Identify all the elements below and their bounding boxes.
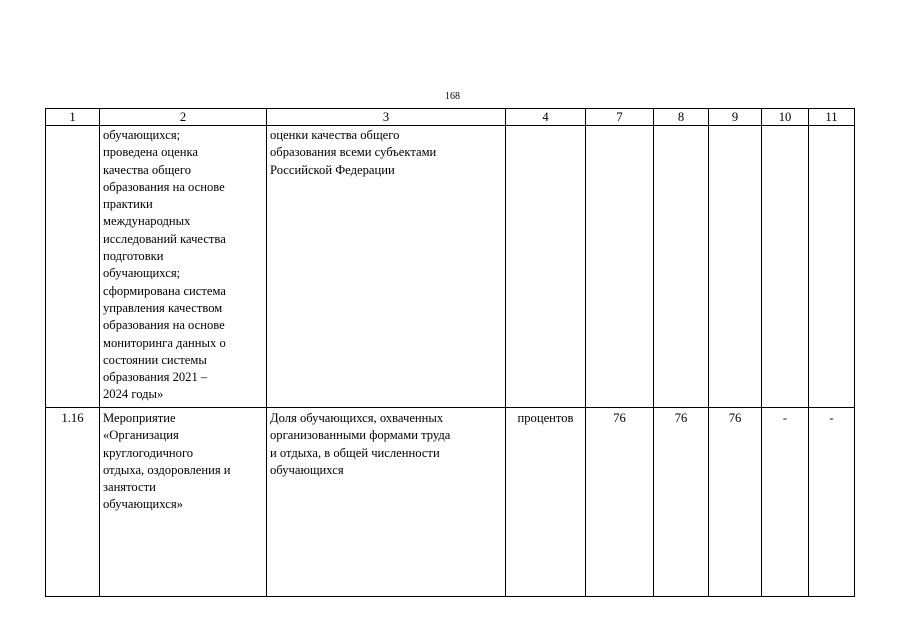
text-line: Доля обучающихся, охваченных (270, 411, 444, 425)
table-cell-value: 76 (586, 408, 654, 597)
text-line: и отдыха, в общей численности (270, 445, 440, 460)
text-line: международных (103, 214, 191, 229)
table-cell-indicator (267, 126, 506, 408)
column-header: 8 (654, 109, 709, 126)
table-cell-number (46, 126, 100, 408)
column-header: 11 (809, 109, 855, 126)
text-line: оценки качества общего (270, 128, 400, 142)
text-line: круглогодичного (103, 445, 194, 460)
table-cell-unit (506, 126, 586, 408)
column-header: 9 (709, 109, 762, 126)
text-line: «Организация (103, 428, 179, 443)
table-row-continuation (46, 126, 855, 408)
table-cell-indicator (267, 408, 506, 597)
table-cell-value: - (809, 408, 855, 597)
text-line: мониторинга данных о (103, 335, 226, 350)
text-line: образования на основе (103, 318, 225, 333)
text-line: исследований качества (103, 231, 226, 246)
text-line: подготовки (103, 249, 164, 264)
text-line: занятости (103, 480, 156, 495)
page-number: 168 (445, 91, 460, 102)
text-line: отдыха, оздоровления и (103, 462, 231, 477)
table-cell-value (654, 126, 709, 408)
table-header-row (46, 109, 855, 126)
table-cell-unit: процентов (506, 408, 586, 597)
table-cell-number: 1.16 (46, 408, 100, 597)
table-cell-value (809, 126, 855, 408)
column-header: 10 (762, 109, 809, 126)
table-cell-value: - (762, 408, 809, 597)
table-cell-value: 76 (654, 408, 709, 597)
text-line: образования всеми субъектами (270, 145, 437, 160)
text-line: обучающихся (270, 462, 344, 477)
table-cell-value: 76 (709, 408, 762, 597)
text-line: проведена оценка (103, 145, 198, 160)
column-header: 2 (100, 109, 267, 126)
table-row-1-16 (46, 408, 855, 597)
column-header: 3 (267, 109, 506, 126)
text-line: организованными формами труда (270, 428, 451, 443)
table-cell-value (709, 126, 762, 408)
text-line: управления качеством (103, 300, 223, 315)
text-line: образования 2021 – (103, 370, 208, 385)
document-table (45, 108, 855, 597)
column-header: 4 (506, 109, 586, 126)
table-cell-description (100, 408, 267, 597)
text-line: практики (103, 197, 153, 212)
column-header: 1 (46, 109, 100, 126)
text-line: состоянии системы (103, 352, 207, 367)
text-line: качества общего (103, 162, 192, 177)
text-line: сформирована система (103, 283, 226, 298)
text-line: обучающихся» (103, 497, 183, 512)
column-header: 7 (586, 109, 654, 126)
text-line: Российской Федерации (270, 162, 395, 177)
text-line: обучающихся; (103, 266, 181, 281)
table-cell-description (100, 126, 267, 408)
table-cell-value (762, 126, 809, 408)
text-line: обучающихся; (103, 128, 181, 142)
text-line: образования на основе (103, 179, 225, 194)
table-cell-value (586, 126, 654, 408)
text-line: 2024 годы» (103, 387, 164, 402)
text-line: Мероприятие (103, 411, 176, 425)
